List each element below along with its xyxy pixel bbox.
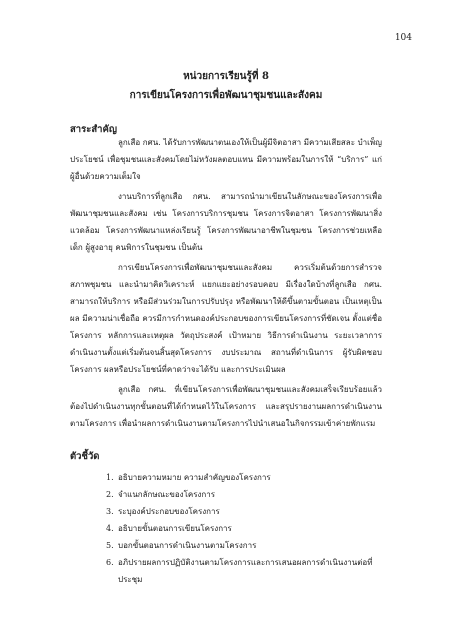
list-item-number: 3. bbox=[106, 507, 114, 516]
list-item-number: 5. bbox=[106, 541, 114, 550]
indicators-heading: ตัวชี้วัด bbox=[70, 451, 100, 462]
list-item bbox=[106, 554, 382, 588]
list-item bbox=[106, 469, 382, 486]
list-item bbox=[106, 537, 382, 554]
list-item-text: อภิปรายผลการปฏิบัติงานตามโครงการและการเสนอผลการดำเนินงานต่อที่ประชุม bbox=[118, 558, 373, 584]
indicators-list bbox=[106, 469, 382, 588]
list-item-number: 4. bbox=[106, 524, 114, 533]
list-item-text: อธิบายขั้นตอนการเขียนโครงการ bbox=[118, 524, 232, 533]
summary-heading: สาระสำคัญ bbox=[70, 124, 117, 135]
list-item-number: 1. bbox=[106, 473, 114, 482]
list-item bbox=[106, 486, 382, 503]
list-item bbox=[106, 520, 382, 537]
unit-subtitle: การเขียนโครงการเพื่อพัฒนาชุมชนและสังคม bbox=[129, 90, 323, 101]
unit-title: หน่วยการเรียนรู้ที่ 8 bbox=[183, 71, 269, 82]
paragraph: งานบริการที่ลูกเสือ กศน. สามารถนำมาเขียนในลักษณะของโครงการเพื่อพัฒนาชุมชนและสังคม เช่น โครงการบริการชุมชน โครงการจิตอาสา โครงการพัฒนาสิ่งแวดล้อม โครงการพัฒนาแหล่งเรียนรู้ โครงการพัฒนาอาชีพในชุมชน โครงการช่วยเหลือเด็ก ผู้สูงอายุ คนพิการในชุมชน เป็นต้น bbox=[70, 192, 382, 252]
list-item-text: ระบุองค์ประกอบของโครงการ bbox=[118, 507, 220, 516]
list-item-number: 2. bbox=[106, 490, 114, 499]
list-item-text: จำแนกลักษณะของโครงการ bbox=[118, 490, 216, 499]
list-item-number: 6. bbox=[106, 558, 114, 567]
page-number: 104 bbox=[394, 33, 412, 43]
paragraph: การเขียนโครงการเพื่อพัฒนาชุมชนและสังคม ควรเริ่มต้นด้วยการสำรวจสภาพชุมชน และนำมาคิดวิเคราะห์ แยกแยะอย่างรอบคอบ มีเรื่องใดบ้างที่ลูกเสือ กศน. สามารถให้บริการ หรือมีส่วนร่วมในการปรับปรุง หรือพัฒนาให้ดีขึ้นตามขั้นตอน เป็นเหตุเป็นผล มีความน่าเชื่อถือ ควรมีการกำหนดองค์ประกอบของการเขียนโครงการที่ชัดเจน ตั้งแต่ชื่อโครงการ หลักการและเหตุผล วัตถุประสงค์ เป้าหมาย วิธีการดำเนินงาน ระยะเวลาการดำเนินงานตั้งแต่เริ่มต้นจนสิ้นสุดโครงการ งบประมาณ สถานที่ดำเนินการ ผู้รับผิดชอบโครงการ ผลหรือประโยชน์ที่คาดว่าจะได้รับ และการประเมินผล bbox=[70, 263, 382, 374]
list-item-text: บอกขั้นตอนการดำเนินงานตามโครงการ bbox=[118, 541, 257, 550]
paragraph: ลูกเสือ กศน. ได้รับการพัฒนาตนเองให้เป็นผู้มีจิตอาสา มีความเสียสละ บำเพ็ญประโยชน์ เพื่อชุมชนและสังคมโดยไม่หวังผลตอบแทน มีความพร้อมในการให้ “บริการ” แก่ผู้อื่นด้วยความเต็มใจ bbox=[70, 138, 382, 181]
list-item bbox=[106, 503, 382, 520]
list-item-text: อธิบายความหมาย ความสำคัญของโครงการ bbox=[118, 473, 271, 482]
paragraph: ลูกเสือ กศน. ที่เขียนโครงการเพื่อพัฒนาชุมชนและสังคมเสร็จเรียบร้อยแล้ว ต้องไปดำเนินงานทุกขั้นตอนที่ได้กำหนดไว้ในโครงการ และสรุปรายงานผลการดำเนินงานตามโครงการ เพื่อนำผลการดำเนินงานตามโครงการไปนำเสนอในกิจกรรมเข้าค่ายพักแรม bbox=[70, 385, 382, 428]
summary-body bbox=[70, 134, 382, 435]
